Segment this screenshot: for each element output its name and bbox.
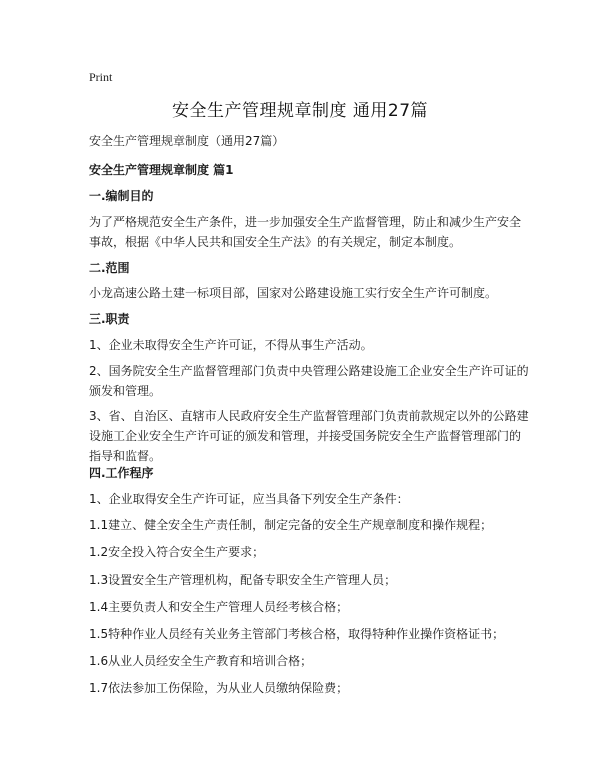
section-heading-scope: 二.范围 bbox=[89, 261, 130, 275]
paragraph-procedure-1: 1、企业取得安全生产许可证，应当具备下列安全生产条件： bbox=[89, 492, 409, 506]
paragraph-purpose: 为了严格规范安全生产条件，进一步加强安全生产监督管理，防止和减少生产安全事故，根据《中华人民共和国安全生产法》的有关规定，制定本制度。 bbox=[89, 215, 522, 249]
paragraph-duty-1: 1、企业未取得安全生产许可证，不得从事生产活动。 bbox=[89, 338, 373, 352]
section-heading-duties: 三.职责 bbox=[89, 312, 130, 326]
paragraph-scope: 小龙高速公路土建一标项目部，国家对公路建设施工实行安全生产许可制度。 bbox=[89, 286, 498, 300]
paragraph-duty-2: 2、国务院安全生产监督管理部门负责中央管理公路建设施工企业安全生产许可证的颁发和管理。 bbox=[89, 364, 529, 398]
paragraph-procedure-1-3: 1.3设置安全生产管理机构，配备专职安全生产管理人员； bbox=[89, 573, 397, 587]
section-heading-procedure: 四.工作程序 bbox=[89, 466, 154, 480]
paragraph-procedure-1-7: 1.7依法参加工伤保险，为从业人员缴纳保险费； bbox=[89, 681, 349, 695]
document-subtitle: 安全生产管理规章制度（通用27篇） bbox=[89, 134, 285, 148]
section-heading-purpose: 一.编制目的 bbox=[89, 189, 154, 203]
paragraph-procedure-1-2: 1.2安全投入符合安全生产要求； bbox=[89, 545, 265, 559]
paragraph-procedure-1-4: 1.4主要负责人和安全生产管理人员经考核合格； bbox=[89, 600, 349, 614]
page-title: 安全生产管理规章制度 通用27篇 bbox=[171, 101, 429, 121]
paragraph-procedure-1-1: 1.1建立、健全安全生产责任制，制定完备的安全生产规章制度和操作规程； bbox=[89, 518, 493, 532]
paragraph-duty-3: 3、省、自治区、直辖市人民政府安全生产监督管理部门负责前款规定以外的公路建设施工企业安全生产许可证的颁发和管理，并接受国务院安全生产监督管理部门的指导和监督。 bbox=[89, 409, 529, 463]
chapter-heading: 安全生产管理规章制度 篇1 bbox=[89, 163, 234, 177]
paragraph-procedure-1-6: 1.6从业人员经安全生产教育和培训合格； bbox=[89, 654, 313, 668]
paragraph-procedure-1-5: 1.5特种作业人员经有关业务主管部门考核合格，取得特种作业操作资格证书； bbox=[89, 627, 505, 641]
print-label: Print bbox=[89, 70, 113, 84]
